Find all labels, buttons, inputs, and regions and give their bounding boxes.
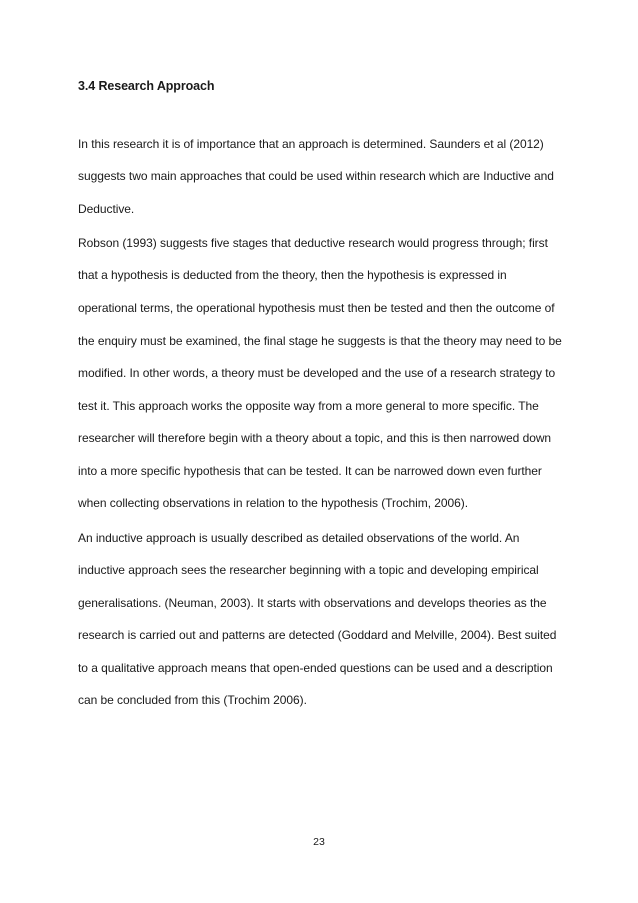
- paragraph-3-line-2: inductive approach sees the researcher beginning with a topic and developing empirical: [78, 563, 539, 577]
- paragraph-2-line-1: Robson (1993) suggests five stages that deductive research would progress through; first: [78, 236, 548, 250]
- paragraph-3-line-3: generalisations. (Neuman, 2003). It starts with observations and develops theories as the: [78, 596, 547, 610]
- section-heading: 3.4 Research Approach: [78, 79, 215, 93]
- paragraph-2-line-9: when collecting observations in relation to the hypothesis (Trochim, 2006).: [78, 496, 469, 510]
- paragraph-1-line-2: suggests two main approaches that could be used within research which are Inductive and: [78, 169, 554, 183]
- paragraph-2-line-5: modified. In other words, a theory must be developed and the use of a research strategy to: [78, 366, 556, 380]
- paragraph-2-line-7: researcher will therefore begin with a theory about a topic, and this is then narrowed down: [78, 431, 552, 445]
- paragraph-2-line-4: the enquiry must be examined, the final stage he suggests is that the theory may need to be: [78, 334, 562, 348]
- paragraph-2-line-3: operational terms, the operational hypothesis must then be tested and then the outcome of: [78, 301, 555, 315]
- paragraph-3-line-5: to a qualitative approach means that open-ended questions can be used and a description: [78, 661, 553, 675]
- paragraph-2-line-2: that a hypothesis is deducted from the theory, then the hypothesis is expressed in: [78, 268, 507, 282]
- paragraph-1-line-3: Deductive.: [78, 202, 135, 216]
- paragraph-3-line-6: can be concluded from this (Trochim 2006).: [78, 693, 307, 707]
- page-number: 23: [313, 836, 325, 848]
- paragraph-3-line-1: An inductive approach is usually described as detailed observations of the world. An: [78, 531, 520, 545]
- paragraph-3-line-4: research is carried out and patterns are detected (Goddard and Melville, 2004). Best suited: [78, 628, 557, 642]
- paragraph-2-line-6: test it. This approach works the opposite way from a more general to more specific. The: [78, 399, 539, 413]
- paragraph-1-line-1: In this research it is of importance that an approach is determined. Saunders et al (2012): [78, 137, 544, 151]
- paragraph-2-line-8: into a more specific hypothesis that can be tested. It can be narrowed down even further: [78, 464, 542, 478]
